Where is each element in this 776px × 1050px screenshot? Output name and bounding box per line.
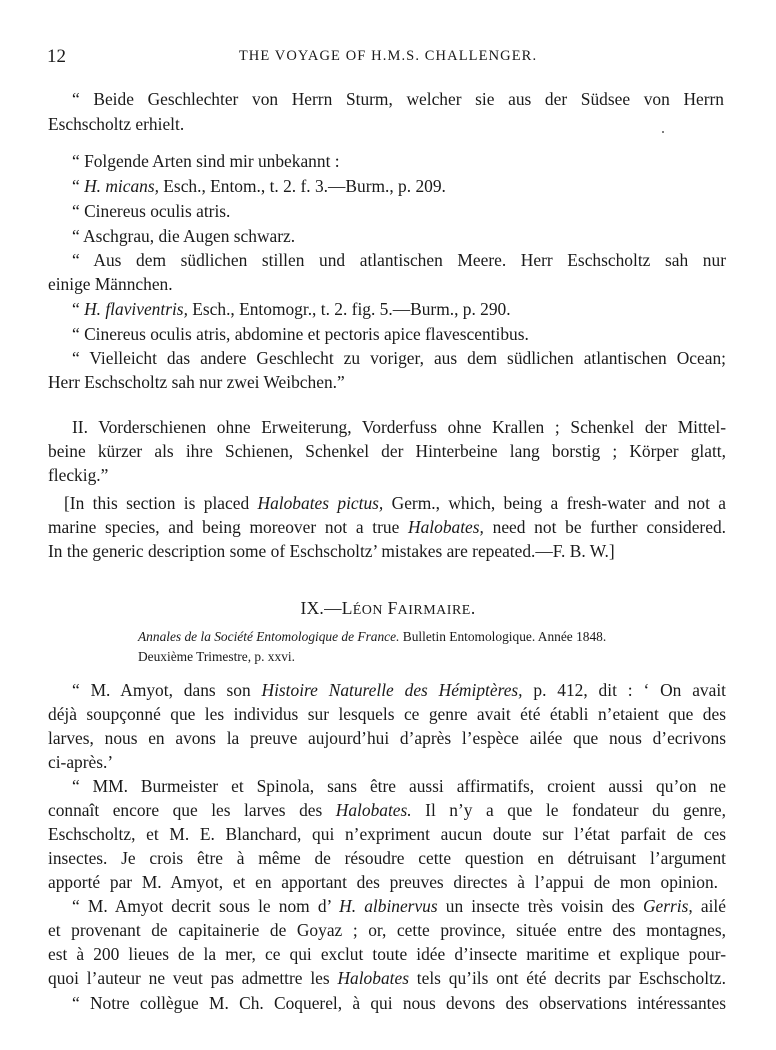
text-line: “ Folgende Arten sind mir unbekannt : xyxy=(72,151,340,171)
page-number: 12 xyxy=(47,46,66,67)
text-line: “ H. flaviventris, Esch., Entomogr., t. 2. fig. 5.—Burm., p. 290. xyxy=(72,299,511,319)
text-line: “ Aus dem südlichen stillen und atlantischen Meere. Herr Eschscholtz sah nur xyxy=(72,250,726,270)
text-line: connaît encore que les larves des Halobates. Il n’y a que le fondateur du genre, xyxy=(48,800,726,820)
text-line: apporté par M. Amyot, et en apportant des preuves directes à l’appui de mon opinion. xyxy=(48,872,718,892)
text-line: “ Aschgrau, die Augen schwarz. xyxy=(72,226,296,246)
text-line: “ M. Amyot decrit sous le nom d’ H. albinervus un insecte très voisin des Gerris, ailé xyxy=(72,896,726,916)
text-line: “ Cinereus oculis atris, abdomine et pectoris apice flavescentibus. xyxy=(72,324,529,344)
species-name: H. flaviventris, xyxy=(84,299,188,319)
text-line: Eschscholtz erhielt. xyxy=(48,114,185,134)
reference-line: Deuxième Trimestre, p. xxvi. xyxy=(138,649,295,664)
book-title: Histoire Naturelle des Hémiptères, xyxy=(261,680,523,700)
text-line: Herr Eschscholtz sah nur zwei Weibchen.” xyxy=(48,372,345,392)
species-name: H. albinervus xyxy=(339,896,438,916)
section-title: IX.—LÉON FAIRMAIRE. xyxy=(300,598,476,618)
text-line: “ MM. Burmeister et Spinola, sans être aussi affirmatifs, croient aussi qu’on ne xyxy=(72,776,726,796)
text-line: insectes. Je crois être à même de résoudre cette question en détruisant l’argument xyxy=(48,848,726,868)
reference-line: Annales de la Société Entomologique de France. Bulletin Entomologique. Année 1848. xyxy=(138,629,607,644)
speck xyxy=(662,131,664,133)
text-line: fleckig.” xyxy=(48,465,109,485)
text-line: “ Cinereus oculis atris. xyxy=(72,201,231,221)
text-line: beine kürzer als ihre Schienen, Schenkel der Hinterbeine lang borstig ; Körper glatt, xyxy=(48,441,726,461)
genus-name: Halobates xyxy=(337,968,409,988)
text-line: In the generic description some of Eschscholtz’ mistakes are repeated.—F. B. W.] xyxy=(48,541,615,561)
running-header: THE VOYAGE OF H.M.S. CHALLENGER. xyxy=(238,48,538,64)
text-line: II. Vorderschienen ohne Erweiterung, Vorderfuss ohne Krallen ; Schenkel der Mittel- xyxy=(72,417,726,437)
text-line: einige Männchen. xyxy=(48,274,173,294)
text-line: “ Beide Geschlechter von Herrn Sturm, welcher sie aus der Südsee von Herrn xyxy=(72,89,724,109)
text-line: quoi l’auteur ne veut pas admettre les Halobates tels qu’ils ont été decrits par Eschscholtz. xyxy=(48,968,726,988)
species-name: H. micans, xyxy=(84,176,159,196)
genus-name: Halobates pictus, xyxy=(257,493,384,513)
text-line: marine species, and being moreover not a true Halobates, need not be further considered. xyxy=(48,517,726,537)
journal-title: Annales de la Société Entomologique de France. xyxy=(138,629,400,644)
text-line: “ H. micans, Esch., Entom., t. 2. f. 3.—Burm., p. 209. xyxy=(72,176,446,196)
text-line: [In this section is placed Halobates pictus, Germ., which, being a fresh-water and not a xyxy=(64,493,726,513)
text-line: “ M. Amyot, dans son Histoire Naturelle des Hémiptères, p. 412, dit : ‘ On avait xyxy=(72,680,726,700)
text-line: ci-après.’ xyxy=(48,752,114,772)
genus-name: Halobates. xyxy=(335,800,412,820)
text-line: larves, nous en avons la preuve aujourd’hui d’après l’espèce ailée que nous d’ecrivons xyxy=(48,728,726,748)
text-line: “ Vielleicht das andere Geschlecht zu voriger, aus dem südlichen atlantischen Ocean; xyxy=(72,348,726,368)
genus-name: Gerris, xyxy=(642,896,693,916)
text-line: et provenant de capitainerie de Goyaz ; or, cette province, située entre des montagnes, xyxy=(48,920,726,940)
text-line: déjà soupçonné que les individus sur lesquels ce genre avait été établi n’etaient que des xyxy=(48,704,726,724)
text-line: est à 200 lieues de la mer, ce qui exclut toute idée d’insecte maritime et explique pour- xyxy=(48,944,726,964)
text-line: “ Notre collègue M. Ch. Coquerel, à qui nous devons des observations intéressantes xyxy=(72,993,726,1013)
genus-name: Halobates, xyxy=(408,517,484,537)
text-line: Eschscholtz, et M. E. Blanchard, qui n’expriment aucun doute sur l’état parfait de ces xyxy=(48,824,726,844)
